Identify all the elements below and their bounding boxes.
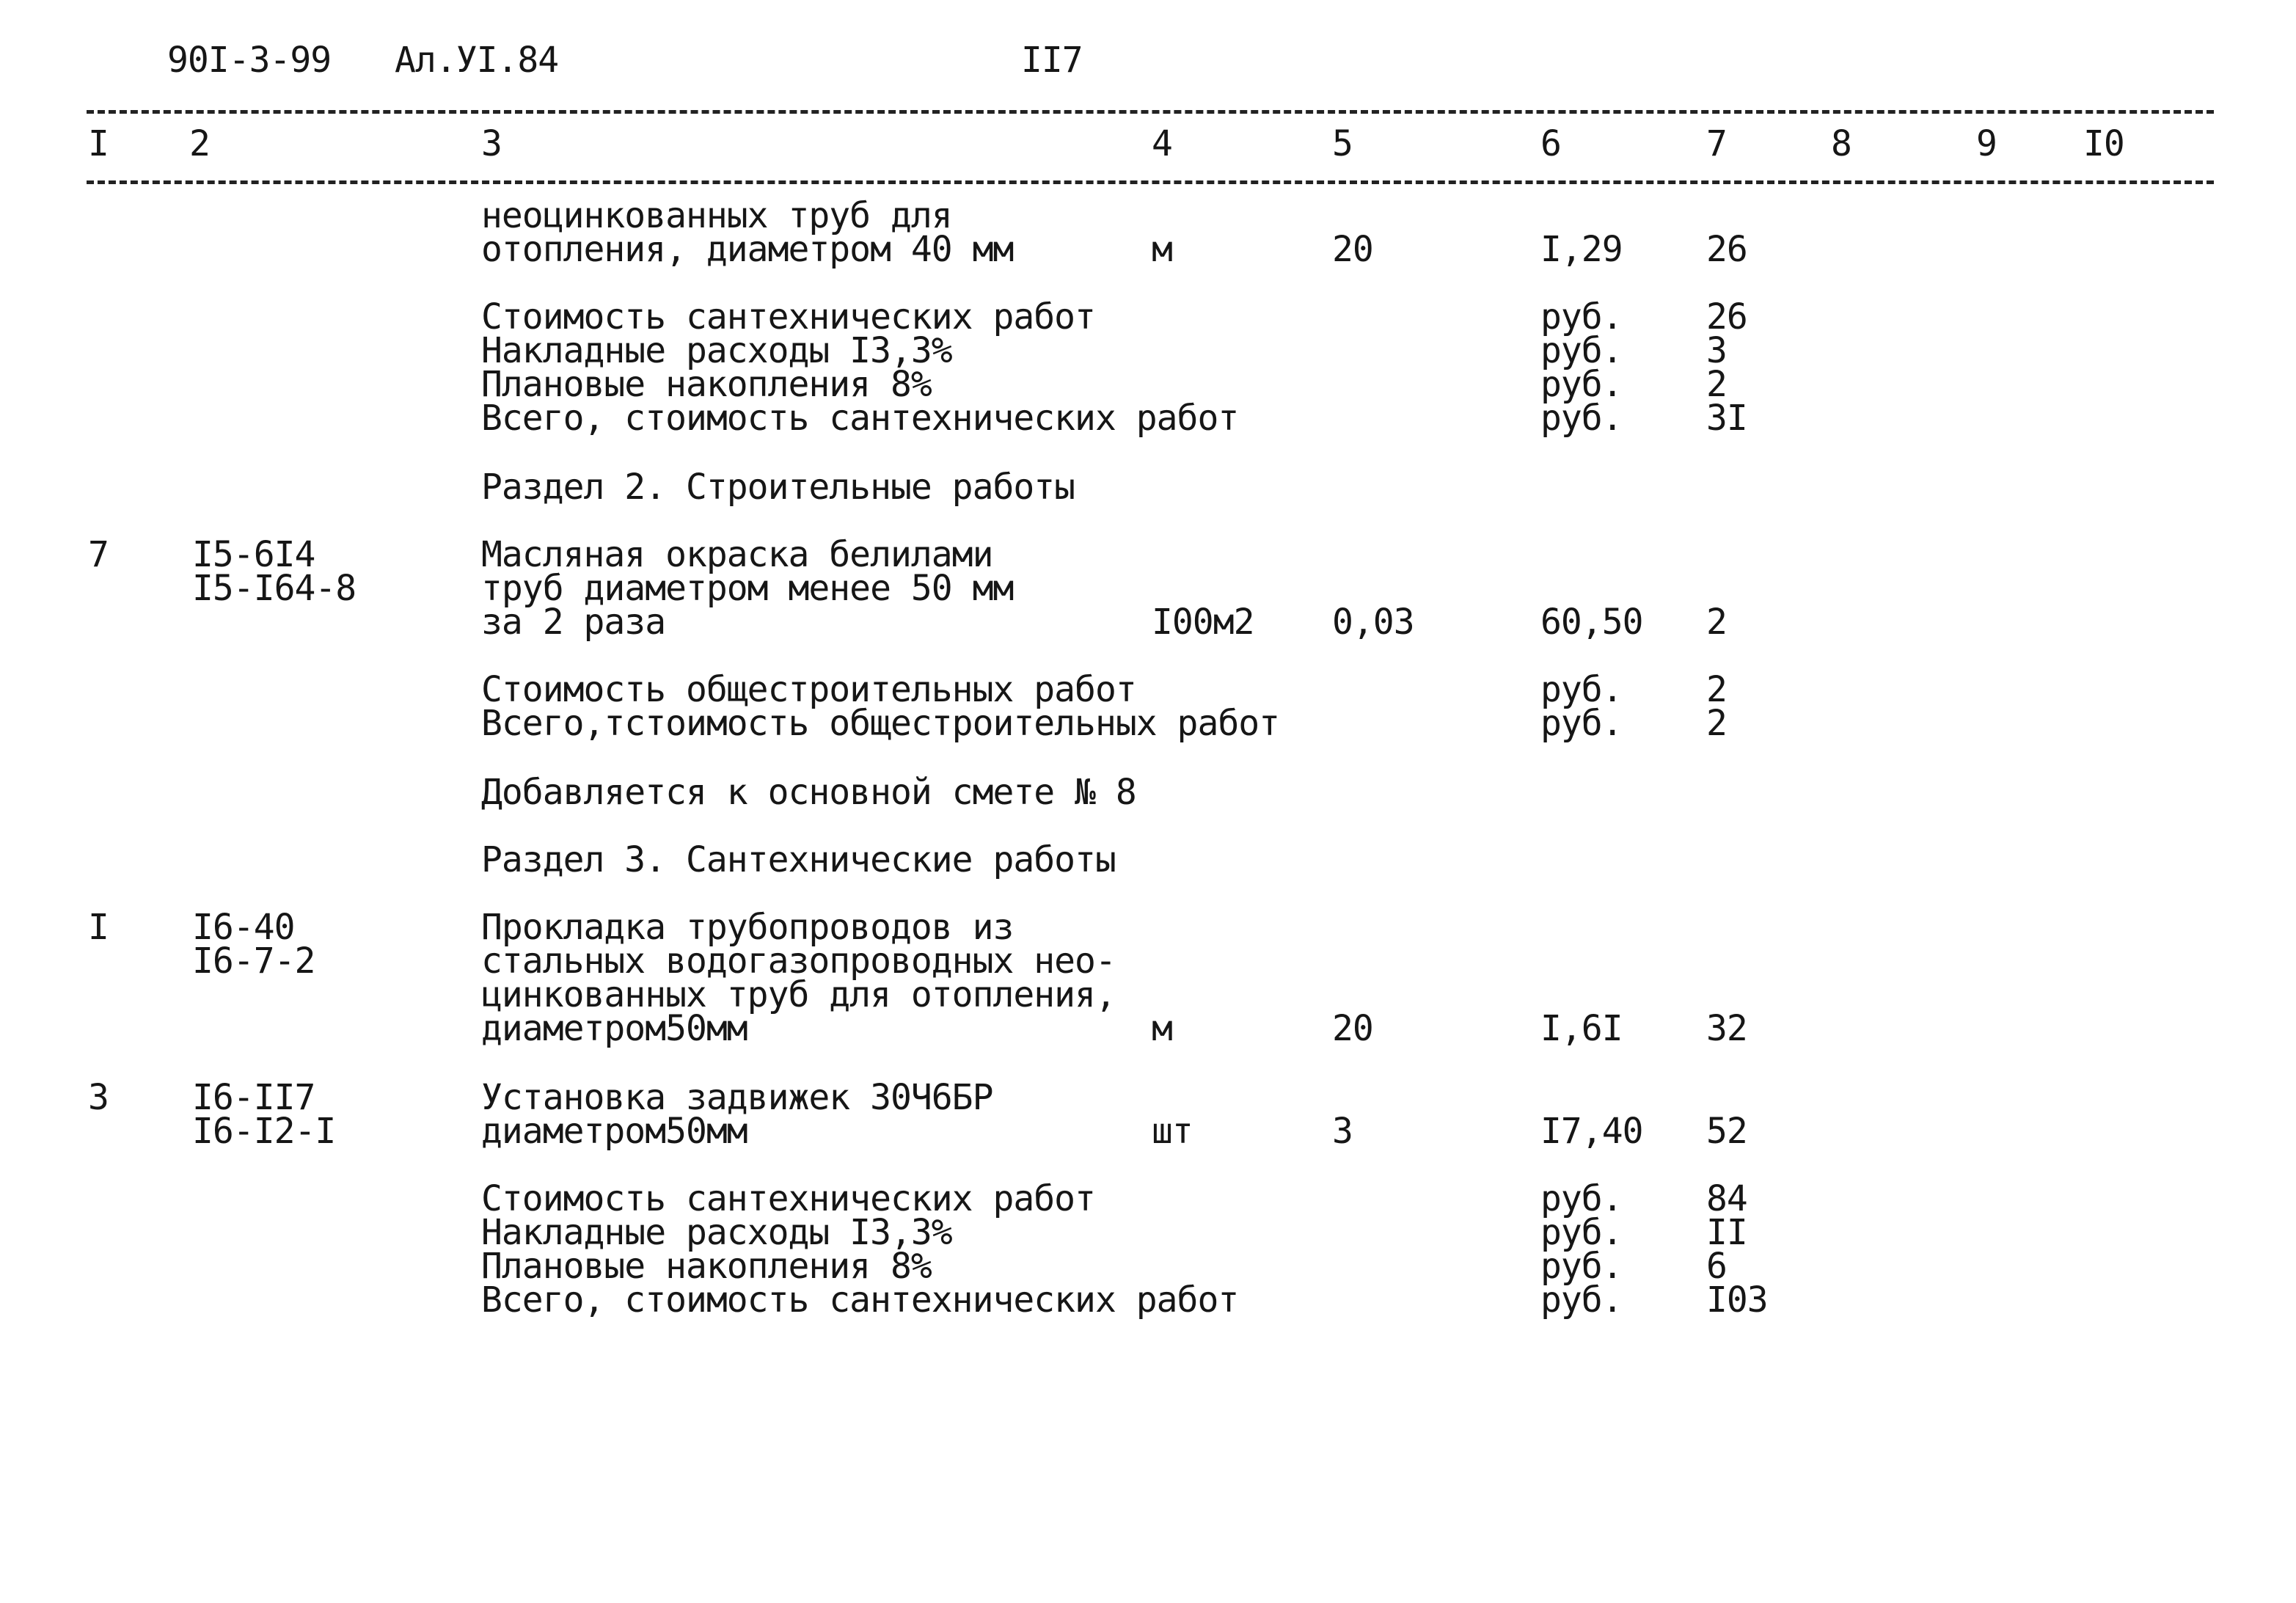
item-description: за 2 раза	[481, 602, 666, 643]
item-description: Прокладка трубопроводов из	[481, 907, 1014, 948]
summary-value: 2	[1706, 703, 1727, 744]
column-header: 8	[1831, 123, 1851, 164]
summary-label: Всего,тстоимость общестроительных работ	[481, 703, 1280, 744]
column-header: I0	[2083, 123, 2124, 164]
summary-unit: руб.	[1540, 1279, 1623, 1321]
item-code: I5-6I4	[192, 534, 315, 575]
item-description: диаметром50мм	[481, 1111, 747, 1152]
column-header: 3	[481, 123, 502, 164]
summary-value: 3I	[1706, 398, 1747, 439]
column-header: I	[88, 123, 109, 164]
summary-value: 3	[1706, 330, 1727, 371]
item-code: I5-I64-8	[192, 568, 357, 609]
summary-value: I03	[1706, 1279, 1768, 1321]
item-number: 7	[88, 534, 109, 575]
item-price: I7,40	[1540, 1111, 1643, 1152]
album-number: Ал.УI.84	[395, 40, 559, 81]
item-price: I,29	[1540, 229, 1623, 270]
item-total: 32	[1706, 1008, 1747, 1049]
summary-value: 2	[1706, 364, 1727, 405]
summary-unit: руб.	[1540, 669, 1623, 710]
page-number: II7	[1021, 40, 1083, 81]
item-description: диаметром50мм	[481, 1008, 747, 1049]
item-quantity: 20	[1332, 1008, 1373, 1049]
summary-label: Плановые накопления 8%	[481, 364, 932, 405]
item-description: Установка задвижек 30Ч6БР	[481, 1077, 993, 1118]
item-unit: шт	[1152, 1111, 1193, 1152]
item-code: I6-II7	[192, 1077, 315, 1118]
summary-unit: руб.	[1540, 703, 1623, 744]
summary-value: 6	[1706, 1246, 1727, 1287]
item-description: Масляная окраска белилами	[481, 534, 993, 575]
column-header: 9	[1976, 123, 1997, 164]
section-heading: Раздел 2. Строительные работы	[481, 467, 1075, 508]
summary-label: Накладные расходы I3,3%	[481, 330, 952, 371]
item-description: отопления, диаметром 40 мм	[481, 229, 1014, 270]
item-total: 26	[1706, 229, 1747, 270]
doc-code: 90I-3-99	[167, 40, 332, 81]
add-note: Добавляется к основной смете № 8	[481, 772, 1136, 813]
summary-label: Всего, стоимость сантехнических работ	[481, 398, 1239, 439]
item-description: цинкованных труб для отопления,	[481, 974, 1116, 1015]
item-price: I,6I	[1540, 1008, 1623, 1049]
header-rule-bottom	[87, 180, 2214, 184]
item-quantity: 0,03	[1332, 602, 1414, 643]
summary-unit: руб.	[1540, 398, 1623, 439]
item-description: неоцинкованных труб для	[481, 195, 952, 236]
column-header: 2	[189, 123, 210, 164]
summary-label: Плановые накопления 8%	[481, 1246, 932, 1287]
item-total: 2	[1706, 602, 1727, 643]
item-unit: м	[1152, 1008, 1172, 1049]
summary-unit: руб.	[1540, 364, 1623, 405]
summary-label: Всего, стоимость сантехнических работ	[481, 1279, 1239, 1321]
header-rule-top	[87, 110, 2214, 114]
item-price: 60,50	[1540, 602, 1643, 643]
summary-unit: руб.	[1540, 1246, 1623, 1287]
item-number: 3	[88, 1077, 109, 1118]
item-unit: м	[1152, 229, 1172, 270]
section-heading: Раздел 3. Сантехнические работы	[481, 839, 1116, 880]
summary-label: Стоимость общестроительных работ	[481, 669, 1136, 710]
column-header: 5	[1332, 123, 1353, 164]
column-header: 7	[1706, 123, 1727, 164]
column-header: 4	[1152, 123, 1172, 164]
item-code: I6-I2-I	[192, 1111, 336, 1152]
item-quantity: 20	[1332, 229, 1373, 270]
summary-value: 2	[1706, 669, 1727, 710]
item-total: 52	[1706, 1111, 1747, 1152]
item-unit: I00м2	[1152, 602, 1254, 643]
summary-value: 26	[1706, 296, 1747, 337]
summary-unit: руб.	[1540, 330, 1623, 371]
summary-label: Стоимость сантехнических работ	[481, 1178, 1095, 1219]
summary-unit: руб.	[1540, 1212, 1623, 1253]
summary-label: Стоимость сантехнических работ	[481, 296, 1095, 337]
summary-unit: руб.	[1540, 296, 1623, 337]
item-quantity: 3	[1332, 1111, 1353, 1152]
column-header: 6	[1540, 123, 1561, 164]
summary-value: II	[1706, 1212, 1747, 1253]
summary-label: Накладные расходы I3,3%	[481, 1212, 952, 1253]
item-code: I6-7-2	[192, 941, 315, 982]
item-description: труб диаметром менее 50 мм	[481, 568, 1014, 609]
item-code: I6-40	[192, 907, 295, 948]
summary-unit: руб.	[1540, 1178, 1623, 1219]
summary-value: 84	[1706, 1178, 1747, 1219]
item-description: стальных водогазопроводных нео-	[481, 941, 1116, 982]
item-number: I	[88, 907, 109, 948]
